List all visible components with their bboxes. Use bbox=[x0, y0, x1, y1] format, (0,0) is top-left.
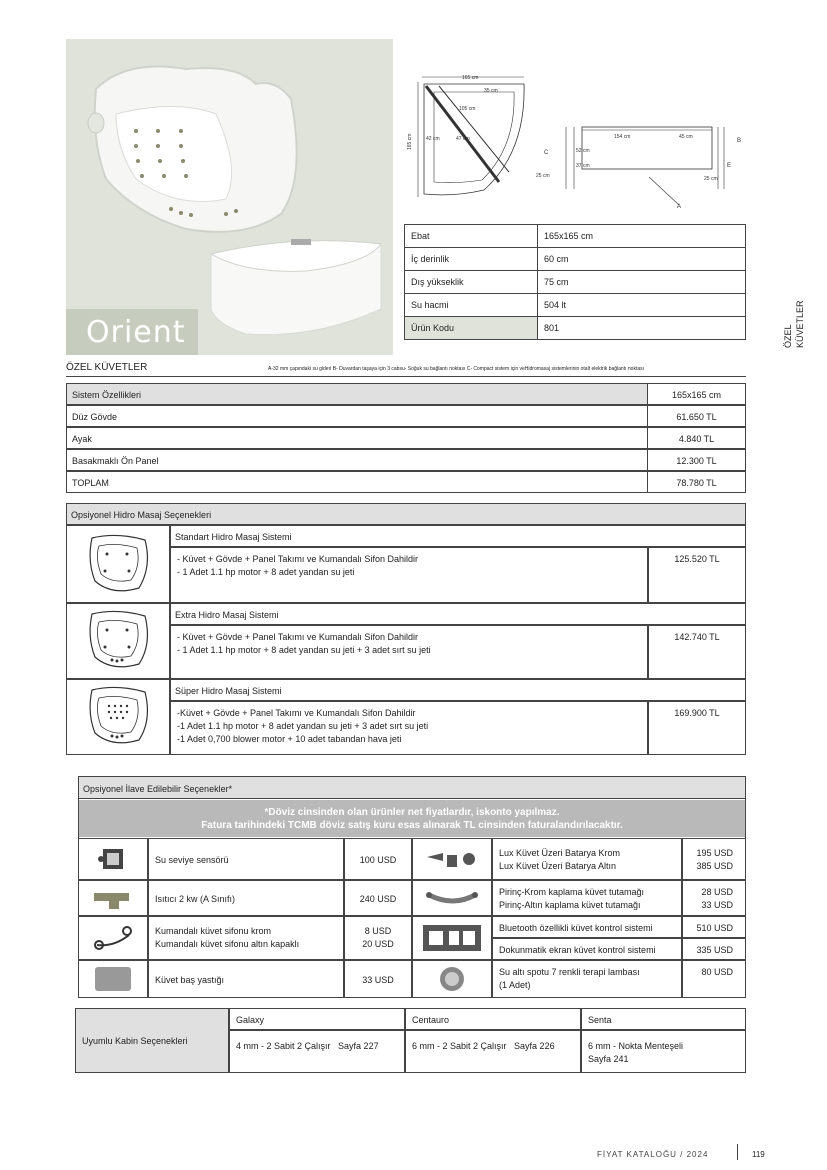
tub-outline-icon bbox=[67, 526, 169, 602]
cabin-page-link[interactable]: Sayfa 241 bbox=[588, 1054, 629, 1064]
hydro-option-image bbox=[66, 603, 170, 679]
heater-icon bbox=[79, 881, 147, 915]
cabin-desc-text: 6 mm - Nokta Menteşeli bbox=[588, 1041, 684, 1051]
bathtub-image bbox=[66, 39, 393, 355]
tub-outline-icon bbox=[67, 680, 169, 754]
extras-label: Lux Küvet Üzeri Batarya Krom bbox=[499, 848, 621, 858]
extras-label: Pirinç-Altın kaplama küvet tutamağı bbox=[499, 900, 641, 910]
cabins-section bbox=[75, 1008, 746, 1073]
diagram-note: A-32 mm çapındaki su gideri B- Duvardan taşaya için 3 cabsu- Soğuk su bağlantı noktası C- Compact sistem için veHidromasaj sistemlerinin otalt elektrik bağlantı noktası bbox=[268, 366, 645, 372]
extras-image bbox=[78, 880, 148, 916]
extras-title-bar bbox=[79, 777, 745, 799]
spec-row bbox=[405, 294, 746, 317]
cabin-name: Centauro bbox=[405, 1008, 581, 1030]
extras-label-multi bbox=[148, 916, 344, 960]
extras-image bbox=[412, 960, 492, 998]
extras-label: Kumandalı küvet sifonu krom bbox=[155, 926, 272, 936]
system-row bbox=[66, 405, 746, 427]
extras-price: 20 USD bbox=[362, 939, 394, 949]
extras-price: 28 USD bbox=[701, 887, 733, 897]
extras-label-multi bbox=[492, 880, 682, 916]
hydro-option-price: 125.520 TL bbox=[648, 547, 746, 603]
dim-top-width: 165 cm bbox=[462, 75, 479, 81]
spec-row bbox=[405, 271, 746, 294]
system-row-label: Basakmaklı Ön Panel bbox=[72, 456, 159, 466]
spec-label: İç derinlik bbox=[405, 248, 538, 271]
faucet-icon bbox=[413, 839, 491, 879]
hydro-option-line: -1 Adet 1.1 hp motor + 8 adet yandan su jeti + 3 adet sırt su jeti bbox=[177, 721, 429, 731]
spec-value: 504 lt bbox=[538, 294, 746, 317]
extras-label: Isıtıcı 2 kw (A Sınıfı) bbox=[148, 880, 344, 916]
letter-b: B bbox=[737, 138, 742, 144]
dim-front-right: 45 cm bbox=[679, 134, 693, 140]
cabins-title: Uyumlu Kabin Seçenekleri bbox=[75, 1008, 229, 1073]
product-name: Orient bbox=[66, 309, 198, 355]
extras-price: 33 USD bbox=[701, 900, 733, 910]
dim-front-h1: 52 cm bbox=[576, 148, 590, 154]
side-label-2: KÜVETLER bbox=[795, 300, 805, 348]
hydro-option-price: 169.900 TL bbox=[648, 701, 746, 755]
letter-e: E bbox=[727, 163, 732, 169]
dim-front-h2: 37 cm bbox=[576, 163, 590, 169]
spec-label: Su hacmi bbox=[405, 294, 538, 317]
dim-left-small: 25 cm bbox=[536, 173, 550, 179]
hydro-option-desc bbox=[170, 701, 648, 755]
currency-note bbox=[79, 800, 745, 837]
hydro-option-header bbox=[170, 525, 746, 547]
dim-top-inner: 35 cm bbox=[484, 88, 498, 94]
hydro-option-desc bbox=[170, 547, 648, 603]
extras-label: Küvet baş yastığı bbox=[148, 960, 344, 998]
hydro-option-name: Extra Hidro Masaj Sistemi bbox=[175, 610, 279, 620]
extras-image bbox=[412, 880, 492, 916]
extras-label: Bluetooth özellikli küvet kontrol sistemi bbox=[492, 916, 682, 938]
system-row-label: Düz Gövde bbox=[72, 412, 118, 422]
extras-label: Su seviye sensörü bbox=[148, 838, 344, 880]
spec-value: 60 cm bbox=[538, 248, 746, 271]
hydro-option-line: -1 Adet 0,700 blower motor + 10 adet tabandan hava jeti bbox=[177, 734, 402, 744]
product-photo bbox=[66, 39, 393, 355]
hydro-options bbox=[66, 525, 746, 755]
footer-divider bbox=[737, 1144, 738, 1160]
extras-price: 80 USD bbox=[682, 960, 746, 998]
system-row bbox=[66, 449, 746, 471]
dim-a: 47 cm bbox=[456, 136, 470, 142]
system-row-value: 78.780 TL bbox=[647, 472, 745, 492]
spotlight-icon bbox=[413, 961, 491, 997]
extras-label-multi bbox=[492, 960, 682, 998]
extras-label: Dokunmatik ekran küvet kontrol sistemi bbox=[492, 938, 682, 960]
extras-image bbox=[412, 838, 492, 880]
extras-price-multi bbox=[344, 916, 412, 960]
control-panel-icon bbox=[413, 917, 491, 959]
hydro-option-image bbox=[66, 525, 170, 603]
currency-note-line2: Fatura tarihindeki TCMB döviz satış kuru esas alınarak TL cinsinden faturalandırılacaktır. bbox=[201, 820, 623, 831]
drain-icon bbox=[79, 917, 147, 959]
dim-b: 42 cm bbox=[426, 136, 440, 142]
cabin-desc-text: 6 mm - 2 Sabit 2 Çalışır bbox=[412, 1041, 507, 1051]
page-number: 119 bbox=[752, 1150, 765, 1159]
system-header bbox=[66, 383, 746, 405]
extras-price: 8 USD bbox=[364, 926, 392, 936]
side-label bbox=[783, 300, 813, 370]
cabin-desc-text: 4 mm - 2 Sabit 2 Çalışır bbox=[236, 1041, 331, 1051]
spec-label: Dış yükseklik bbox=[405, 271, 538, 294]
system-row-label: TOPLAM bbox=[72, 478, 109, 488]
cabin-desc bbox=[229, 1030, 405, 1073]
extras-price: 385 USD bbox=[696, 861, 733, 871]
extras-price: 100 USD bbox=[344, 838, 412, 880]
hydro-option-name: Süper Hidro Masaj Sistemi bbox=[175, 686, 282, 696]
cabin-desc bbox=[405, 1030, 581, 1073]
system-row-total bbox=[66, 471, 746, 493]
hydro-option-line: - 1 Adet 1.1 hp motor + 8 adet yandan su jeti bbox=[177, 567, 355, 577]
dim-top-mid: 105 cm bbox=[459, 106, 476, 112]
hydro-option-name: Standart Hidro Masaj Sistemi bbox=[175, 532, 292, 542]
system-row bbox=[66, 427, 746, 449]
letter-a: A bbox=[677, 204, 682, 210]
system-row-label: Ayak bbox=[72, 434, 92, 444]
hydro-title: Opsiyonel Hidro Masaj Seçenekleri bbox=[71, 510, 212, 520]
hydro-option-line: - Küvet + Gövde + Panel Takımı ve Kumandalı Sifon Dahildir bbox=[177, 632, 418, 642]
extras-price: 195 USD bbox=[696, 848, 733, 858]
hydro-option-line: - Küvet + Gövde + Panel Takımı ve Kumandalı Sifon Dahildir bbox=[177, 554, 418, 564]
category-heading: ÖZEL KÜVETLER bbox=[66, 362, 148, 373]
cabin-name: Senta bbox=[581, 1008, 746, 1030]
extras-price: 335 USD bbox=[682, 938, 746, 960]
system-header-value: 165x165 cm bbox=[647, 384, 745, 404]
level-sensor-icon bbox=[79, 839, 147, 879]
hydro-option-header bbox=[170, 603, 746, 625]
spec-value: 75 cm bbox=[538, 271, 746, 294]
extras-label: Kumandalı küvet sifonu altın kapaklı bbox=[155, 939, 300, 949]
divider bbox=[66, 376, 746, 377]
extras-price-multi bbox=[682, 880, 746, 916]
system-row-value: 12.300 TL bbox=[647, 450, 745, 470]
footer-catalog: FİYAT KATALOĞU / 2024 bbox=[597, 1150, 709, 1159]
hydro-option-image bbox=[66, 679, 170, 755]
extras-grid bbox=[78, 838, 746, 998]
dim-front-width: 154 cm bbox=[614, 134, 631, 140]
cabin-desc bbox=[581, 1030, 746, 1073]
extras-image bbox=[78, 960, 148, 998]
extras-price: 33 USD bbox=[344, 960, 412, 998]
technical-drawing bbox=[404, 72, 749, 212]
extras-image bbox=[78, 838, 148, 880]
spec-row bbox=[405, 317, 746, 340]
spec-label: Ürün Kodu bbox=[405, 317, 538, 340]
hydro-option-header bbox=[170, 679, 746, 701]
spec-value: 165x165 cm bbox=[538, 225, 746, 248]
hydro-option-line: - 1 Adet 1.1 hp motor + 8 adet yandan su jeti + 3 adet sırt su jeti bbox=[177, 645, 431, 655]
spec-value: 801 bbox=[538, 317, 746, 340]
side-label-1: ÖZEL bbox=[783, 324, 793, 348]
cabin-name: Galaxy bbox=[229, 1008, 405, 1030]
extras-price: 240 USD bbox=[344, 880, 412, 916]
spec-row bbox=[405, 248, 746, 271]
extras-price: 510 USD bbox=[682, 916, 746, 938]
hydro-option-desc bbox=[170, 625, 648, 679]
hydro-option-price: 142.740 TL bbox=[648, 625, 746, 679]
spec-row bbox=[405, 225, 746, 248]
currency-note-line1: *Döviz cinsinden olan ürünler net fiyatlardır, iskonto yapılmaz. bbox=[264, 807, 560, 818]
spec-label: Ebat bbox=[405, 225, 538, 248]
system-header-label: Sistem Özellikleri bbox=[72, 390, 142, 400]
spec-table bbox=[404, 224, 746, 340]
extras-price-multi bbox=[682, 838, 746, 880]
hydro-option-line: -Küvet + Gövde + Panel Takımı ve Kumandalı Sifon Dahildir bbox=[177, 708, 416, 718]
extras-title: Opsiyonel İlave Edilebilir Seçenekler* bbox=[83, 784, 233, 794]
extras-image bbox=[412, 916, 492, 960]
cabin-page-link[interactable]: Sayfa 227 bbox=[338, 1041, 379, 1051]
extras-label-multi bbox=[492, 838, 682, 880]
system-row-value: 4.840 TL bbox=[647, 428, 745, 448]
cabin-page-link[interactable]: Sayfa 226 bbox=[514, 1041, 555, 1051]
extras-image bbox=[78, 916, 148, 960]
letter-c: C bbox=[544, 150, 549, 156]
extras-label: Pirinç-Krom kaplama küvet tutamağı bbox=[499, 887, 645, 897]
dim-front-h3: 25 cm bbox=[704, 176, 718, 182]
handle-icon bbox=[413, 881, 491, 915]
extras-label: (1 Adet) bbox=[499, 980, 531, 990]
pillow-icon bbox=[79, 961, 147, 997]
system-row-value: 61.650 TL bbox=[647, 406, 745, 426]
hydro-title-bar bbox=[67, 504, 745, 525]
tub-outline-icon bbox=[67, 604, 169, 678]
extras-label: Lux Küvet Üzeri Batarya Altın bbox=[499, 861, 617, 871]
dim-side-height: 165 cm bbox=[407, 133, 413, 150]
extras-label: Su altı spotu 7 renkli terapi lambası bbox=[499, 967, 640, 977]
